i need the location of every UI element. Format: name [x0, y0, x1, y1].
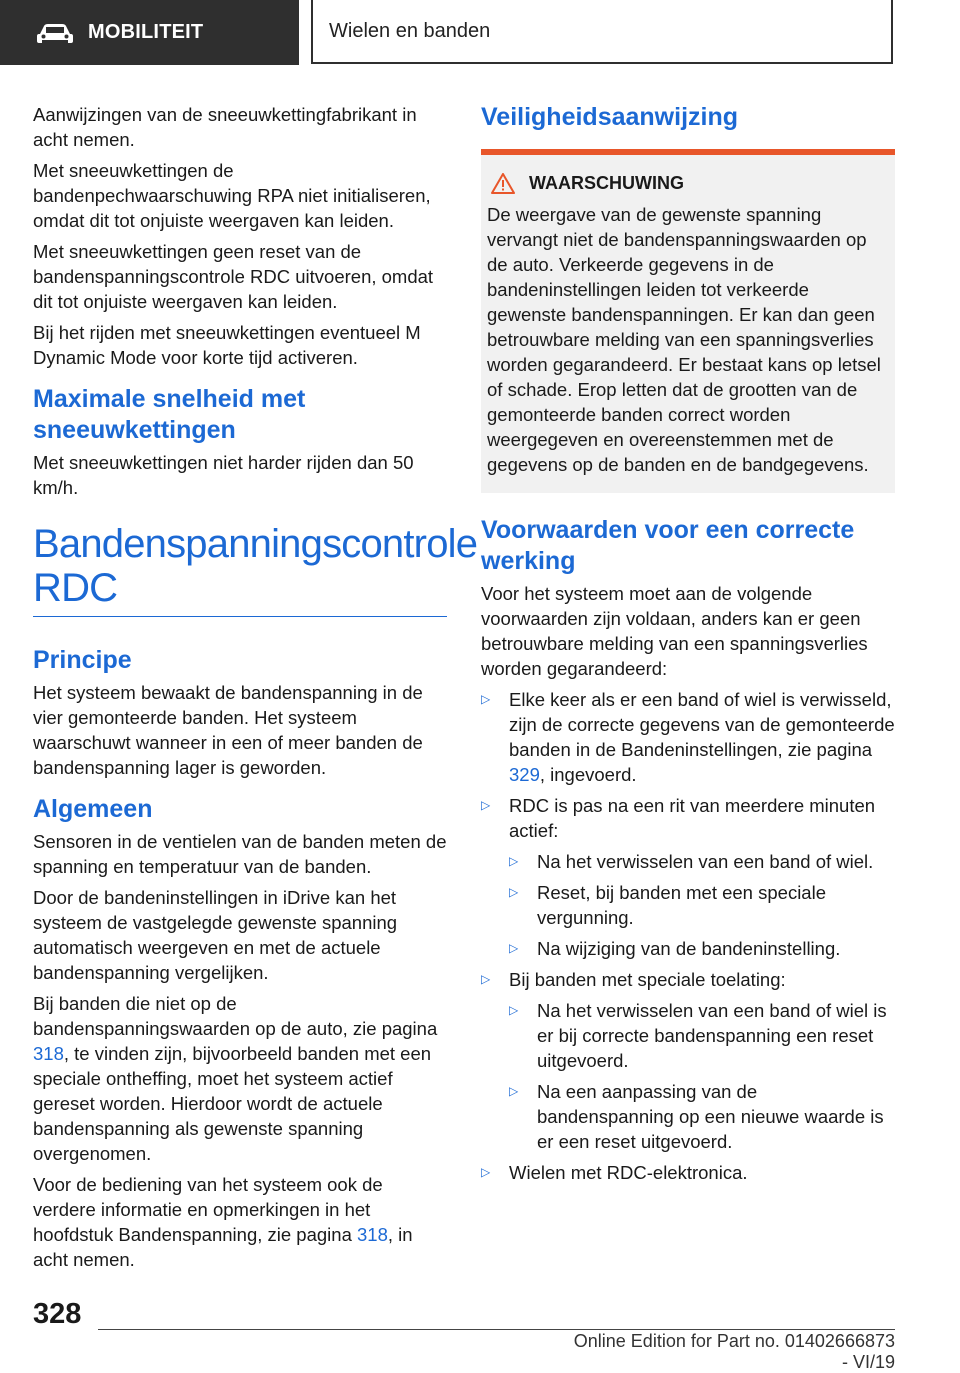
paragraph — [33, 991, 447, 1166]
warning-box — [481, 149, 895, 493]
paragraph: Voor het systeem moet aan de volgende voorwaarden zijn voldaan, anders kan er geen betrouwbare melding van een spanningsverlies worden gegarandeerd: — [481, 583, 868, 679]
bullet-triangle-icon: ▷ — [509, 941, 519, 955]
paragraph: Met sneeuwkettingen de bandenpechwaarschuwing RPA niet initialiseren, omdat dit tot onjuiste weergaven kan leiden. — [33, 160, 431, 231]
page-link[interactable]: 329 — [509, 764, 540, 785]
paragraph: Aanwijzingen van de sneeuwkettingfabrikant in acht nemen. — [33, 104, 417, 150]
heading-safety: Veiligheidsaanwijzing — [481, 103, 739, 131]
list-item — [509, 1079, 895, 1154]
bullet-triangle-icon: ▷ — [509, 854, 519, 868]
left-column — [33, 102, 478, 1278]
warning-header — [487, 173, 887, 194]
list-text: Wielen met RDC-elektronica. — [509, 1162, 748, 1183]
text: Voor de bediening van het systeem ook de verdere informatie en opmerkingen in het hoofdstuk Bandenspanning, zie pagina — [33, 1174, 383, 1245]
paragraph — [33, 1172, 447, 1272]
paragraph: Bij het rijden met sneeuwkettingen eventueel M Dynamic Mode voor korte tijd activeren. — [33, 322, 421, 368]
warning-text: De weergave van de gewenste spanning vervangt niet de bandenspanningswaarden op de auto. Verkeerde gegevens in de bandeninstellingen leiden tot verkeerde gewenste bandenspanningen. Er kan dan geen betrouwbare melding van een spanningsverlies worden gegarandeerd. Er bestaat kans op letsel of schade. Erop letten dat de grootten van de gemonteerde banden correct worden weergegeven en overeenstemmen met de gegevens op de banden en de bandgegevens. — [487, 204, 881, 475]
text: , te vinden zijn, bijvoorbeeld banden met een speciale ontheffing, moet het systeem actief gereset worden. Hierdoor wordt de actuele bandenspanning als gewenste spanning overgenomen. — [33, 1043, 432, 1164]
heading-conditions: Voorwaarden voor een correcte werking — [481, 516, 855, 575]
list-text: Na het verwisselen van een band of wiel is er bij correcte bandenspanning een reset uitgevoerd. — [537, 1000, 887, 1071]
list-item — [509, 998, 895, 1073]
paragraph: Sensoren in de ventielen van de banden meten de spanning en temperatuur van de banden. — [33, 831, 447, 877]
list-text: Bij banden met speciale toelating: — [509, 969, 786, 990]
list-text: Na wijziging van de bandeninstelling. — [537, 938, 841, 959]
list-text: Na het verwisselen van een band of wiel. — [537, 851, 874, 872]
bullet-triangle-icon: ▷ — [481, 798, 491, 812]
car-icon — [36, 22, 74, 44]
paragraph: Het systeem bewaakt de bandenspanning in de vier gemonteerde banden. Het systeem waarschuwt wanneer in een of meer banden de bandenspanning lager is geworden. — [33, 682, 423, 778]
footer-rule — [98, 1329, 895, 1330]
list-item — [509, 936, 895, 961]
page-link[interactable]: 318 — [357, 1224, 388, 1245]
paragraph: Door de bandeninstellingen in iDrive kan het systeem de vastgelegde gewenste spanning automatisch weergeven en met de actuele bandenspanning vergelijken. — [33, 887, 398, 983]
list-text: RDC is pas na een rit van meerdere minuten actief: — [509, 795, 876, 841]
paragraph: Met sneeuwkettingen geen reset van de bandenspanningscontrole RDC uitvoeren, omdat dit tot onjuiste weergaven kan leiden. — [33, 241, 434, 312]
warning-title: WAARSCHUWING — [529, 173, 684, 193]
list-text: Reset, bij banden met een speciale vergunning. — [537, 882, 826, 928]
list-item — [509, 880, 895, 930]
section-label: MOBILITEIT — [88, 21, 204, 43]
list-text — [509, 687, 895, 787]
bullet-triangle-icon: ▷ — [509, 1003, 519, 1017]
list-text: Na een aanpassing van de bandenspanning op een nieuwe waarde is er een reset uitgevoerd. — [537, 1081, 884, 1152]
paragraph: Met sneeuwkettingen niet harder rijden dan 50 km/h. — [33, 452, 414, 498]
text: Elke keer als er een band of wiel is verwisseld, zijn de correcte gegevens van de gemonteerde banden in de Bandeninstellingen, zie pagina — [509, 689, 895, 760]
list-item — [481, 793, 895, 843]
text: , ingevoerd. — [539, 764, 637, 785]
list-item — [481, 1160, 895, 1185]
title-rule — [33, 616, 447, 617]
bullet-triangle-icon: ▷ — [481, 692, 491, 706]
heading-max-speed: Maximale snelheid met sneeuwkettingen — [33, 385, 306, 444]
list-item — [509, 849, 895, 874]
list-item — [481, 967, 895, 992]
list-item — [481, 687, 895, 787]
page-link[interactable]: 318 — [33, 1043, 64, 1064]
heading-algemeen: Algemeen — [33, 795, 153, 823]
bullet-triangle-icon: ▷ — [481, 1165, 491, 1179]
bullet-triangle-icon: ▷ — [509, 885, 519, 899]
page-number: 328 — [33, 1298, 82, 1330]
heading-principe: Principe — [33, 646, 132, 674]
text: Bij banden die niet op de bandenspanningswaarden op de auto, zie pagina — [33, 993, 438, 1039]
section-tab — [0, 0, 299, 65]
bullet-triangle-icon: ▷ — [481, 972, 491, 986]
chapter-label: Wielen en banden — [329, 19, 491, 42]
bullet-triangle-icon: ▷ — [509, 1084, 519, 1098]
right-column — [481, 102, 895, 1191]
chapter-tab — [311, 0, 893, 64]
warning-icon — [491, 173, 515, 194]
section-title-rdc: Bandenspanningscontrole RDC — [33, 522, 478, 610]
text: , in acht nemen. — [33, 1224, 413, 1270]
edition-note: Online Edition for Part no. 01402666873 - VI/19 — [573, 1331, 895, 1372]
